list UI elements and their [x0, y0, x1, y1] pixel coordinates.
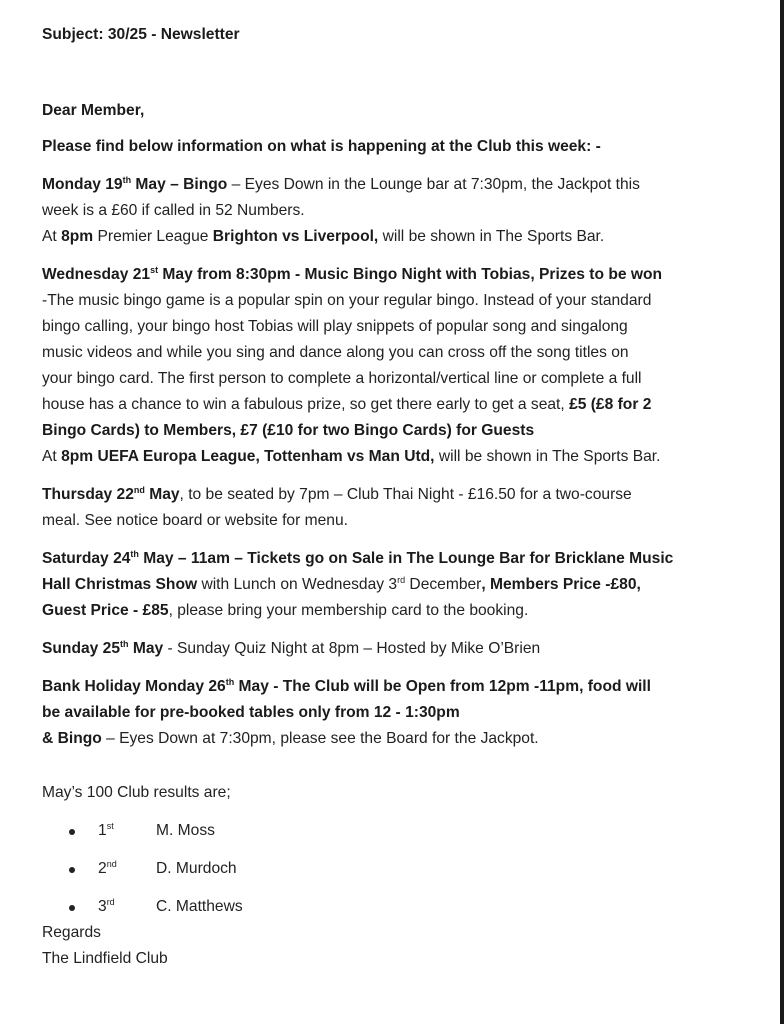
saturday-title-2: Hall Christmas Show: [42, 576, 198, 593]
sunday-text: - Sunday Quiz Night at 8pm – Hosted by Mike O’Brien: [163, 640, 541, 657]
result-name: C. Matthews: [156, 898, 243, 915]
saturday-members-price: , Members Price -£80,: [481, 576, 641, 593]
monday-title: May – Bingo: [131, 176, 228, 193]
monday-section: [42, 172, 754, 250]
wednesday-line: bingo calling, your bingo host Tobias will play snippets of popular song and singalong: [42, 318, 628, 335]
monday-league: Premier League: [93, 228, 213, 245]
bank-holiday-title-2: be available for pre-booked tables only from 12 - 1:30pm: [42, 704, 460, 721]
wednesday-line: music videos and while you sing and dance along you can cross off the song titles on: [42, 344, 629, 361]
saturday-sup: th: [130, 549, 139, 559]
bank-holiday-sup: th: [225, 677, 235, 687]
bullet-icon: [69, 905, 75, 911]
bank-holiday-section: [42, 674, 754, 752]
thursday-text: , to be seated by 7pm – Club Thai Night - £16.50 for a two-course: [179, 486, 632, 503]
saturday-title: May – 11am – Tickets go on Sale in The Lounge Bar for Bricklane Music: [138, 550, 674, 567]
subject-line: Subject: 30/25 - Newsletter: [42, 26, 240, 43]
results-list: [42, 818, 754, 932]
wednesday-match: 8pm UEFA Europa League, Tottenham vs Man Utd,: [61, 448, 435, 465]
regards: Regards: [42, 924, 101, 941]
wednesday-price-2: Bingo Cards) to Members, £7 (£10 for two Bingo Cards) for Guests: [42, 422, 535, 439]
bank-holiday-bingo: & Bingo: [42, 730, 102, 747]
list-item: [42, 818, 754, 856]
result-name: D. Murdoch: [156, 860, 237, 877]
saturday-guest-price: Guest Price - £85: [42, 602, 169, 619]
monday-shown: will be shown in The Sports Bar.: [378, 228, 605, 245]
wednesday-day: Wednesday 21: [42, 266, 151, 283]
saturday-lunch-sup: rd: [397, 575, 406, 585]
result-position: 2nd: [98, 859, 117, 877]
saturday-day: Saturday 24: [42, 550, 131, 567]
monday-sup: th: [122, 175, 132, 185]
sunday-sup: th: [120, 639, 129, 649]
wednesday-shown: will be shown in The Sports Bar.: [434, 448, 661, 465]
bank-holiday-title: May - The Club will be Open from 12pm -11pm, food will: [234, 678, 651, 695]
bank-holiday-text: – Eyes Down at 7:30pm, please see the Board for the Jackpot.: [101, 730, 539, 747]
monday-text: – Eyes Down in the Lounge bar at 7:30pm, the Jackpot this: [227, 176, 640, 193]
wednesday-price-1: £5 (£8 for 2: [569, 396, 652, 413]
bullet-icon: [69, 829, 75, 835]
list-item: [42, 894, 754, 932]
wednesday-line-5: house has a chance to win a fabulous prize, so get there early to get a seat,: [42, 396, 570, 413]
thursday-sup: nd: [133, 485, 145, 495]
saturday-december: December: [405, 576, 482, 593]
bank-holiday-day: Bank Holiday Monday 26: [42, 678, 226, 695]
newsletter-body: [42, 22, 754, 972]
bullet-icon: [69, 867, 75, 873]
wednesday-line: your bingo card. The first person to complete a horizontal/vertical line or complete a full: [42, 370, 642, 387]
wednesday-at: At: [42, 448, 62, 465]
signoff: The Lindfield Club: [42, 950, 168, 967]
result-position: 3rd: [98, 897, 115, 915]
monday-time: 8pm: [61, 228, 94, 245]
page-edge-bar: [780, 0, 784, 1024]
result-position: 1st: [98, 821, 114, 839]
saturday-text: , please bring your membership card to the booking.: [168, 602, 529, 619]
monday-day: Monday 19: [42, 176, 123, 193]
wednesday-section: [42, 262, 754, 470]
intro-text: Please find below information on what is happening at the Club this week: -: [42, 138, 601, 155]
list-item: [42, 856, 754, 894]
wednesday-line: -The music bingo game is a popular spin on your regular bingo. Instead of your standard: [42, 292, 652, 309]
thursday-text-2: meal. See notice board or website for menu.: [42, 512, 348, 529]
monday-at: At: [42, 228, 62, 245]
thursday-month: May: [144, 486, 180, 503]
wednesday-sup: st: [150, 265, 159, 275]
results-intro: May’s 100 Club results are;: [42, 784, 231, 801]
sunday-day: Sunday 25: [42, 640, 120, 657]
greeting: Dear Member,: [42, 102, 145, 119]
saturday-section: [42, 546, 754, 624]
wednesday-title: May from 8:30pm - Music Bingo Night with Tobias, Prizes to be won: [158, 266, 663, 283]
sunday-section: [42, 636, 754, 662]
sunday-month: May: [128, 640, 164, 657]
thursday-day: Thursday 22: [42, 486, 134, 503]
monday-match: Brighton vs Liverpool,: [212, 228, 379, 245]
result-name: M. Moss: [156, 822, 215, 839]
monday-text-2: week is a £60 if called in 52 Numbers.: [42, 202, 305, 219]
saturday-lunch: with Lunch on Wednesday 3: [197, 576, 398, 593]
thursday-section: [42, 482, 754, 534]
